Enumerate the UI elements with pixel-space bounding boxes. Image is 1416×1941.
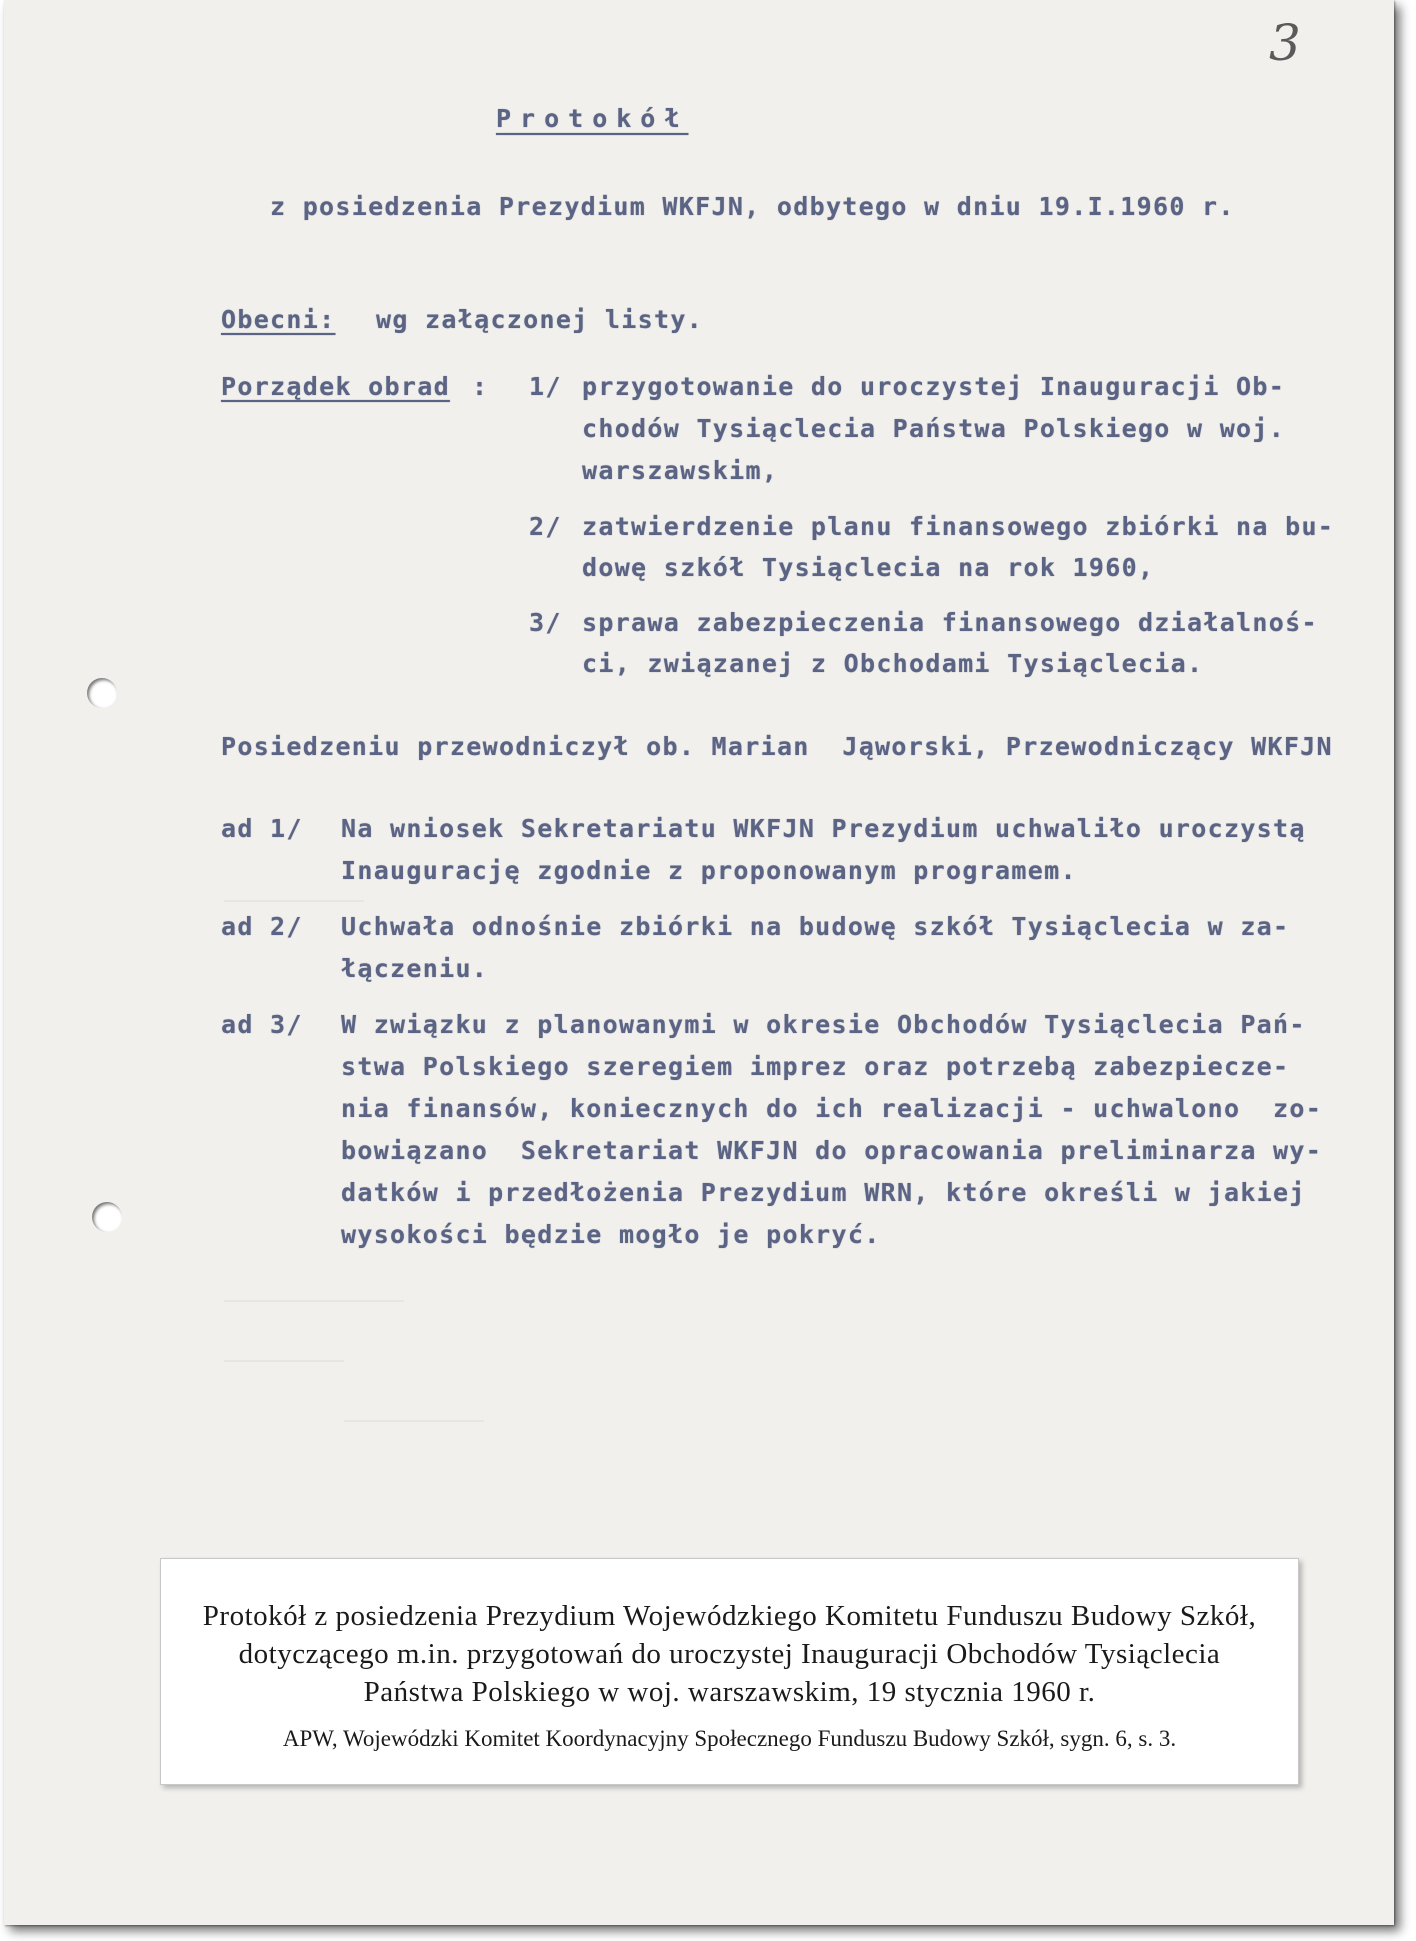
agenda-item-line: warszawskim, [582, 456, 779, 485]
show-through-mark [344, 1420, 484, 1422]
document-title: Protokół [496, 104, 689, 133]
show-through-mark [224, 900, 364, 902]
agenda-item-line: ci, związanej z Obchodami Tysiąclecia. [582, 649, 1204, 678]
caption-description: Protokół z posiedzenia Prezydium Wojewódzkiego Komitetu Funduszu Budowy Szkół, dotyczącego m.in. przygotowań do uroczystej Inauguracji Obchodów Tysiąclecia Państwa Polskiego w woj. warszawskim, 19 stycznia 1960 r. [202, 1600, 1257, 1708]
resolution-line: stwa Polskiego szeregiem imprez oraz potrzebą zabezpiecze- [341, 1052, 1290, 1081]
resolution-line: wysokości będzie mogło je pokryć. [341, 1220, 881, 1249]
show-through-mark [224, 1360, 344, 1362]
agenda-item-line: dowę szkół Tysiąclecia na rok 1960, [582, 553, 1155, 582]
resolution-line: datków i przedłożenia Prezydium WRN, które określi w jakiej [341, 1178, 1306, 1207]
resolution-line: łączeniu. [341, 954, 489, 983]
resolution-label: ad 2/ [221, 912, 303, 941]
caption-source: APW, Wojewódzki Komitet Koordynacyjny Społecznego Funduszu Budowy Szkół, sygn. 6, s. 3. [282, 1726, 1177, 1751]
resolution-line: W związku z planowanymi w okresie Obchodów Tysiąclecia Pań- [341, 1010, 1306, 1039]
agenda-colon: : [472, 372, 489, 401]
agenda-item-line: przygotowanie do uroczystej Inauguracji Ob- [582, 372, 1286, 401]
resolution-label: ad 3/ [221, 1010, 303, 1039]
document-subtitle: z posiedzenia Prezydium WKFJN, odbytego w dniu 19.I.1960 r. [270, 192, 1235, 221]
resolution-line: nia finansów, koniecznych do ich realizacji - uchwalono zo- [341, 1094, 1323, 1123]
punch-hole-bottom [92, 1202, 122, 1232]
agenda-item-line: zatwierdzenie planu finansowego zbiórki na bu- [582, 512, 1335, 541]
resolution-line: Inaugurację zgodnie z proponowanym programem. [341, 856, 1077, 885]
agenda-item-line: sprawa zabezpieczenia finansowego działalnoś- [582, 608, 1318, 637]
agenda-item-line: chodów Tysiąclecia Państwa Polskiego w woj. [582, 414, 1286, 443]
resolution-line: bowiązano Sekretariat WKFJN do opracowania preliminarza wy- [341, 1136, 1323, 1165]
caption-box [160, 1558, 1299, 1785]
resolution-line: Uchwała odnośnie zbiórki na budowę szkół Tysiąclecia w za- [341, 912, 1290, 941]
agenda-item-number: 3/ [529, 608, 562, 637]
present-text: wg załączonej listy. [376, 305, 704, 334]
agenda-label: Porządek obrad [221, 372, 450, 401]
chair-line: Posiedzeniu przewodniczył ob. Marian Jąworski, Przewodniczący WKFJN [221, 732, 1333, 761]
resolution-line: Na wniosek Sekretariatu WKFJN Prezydium uchwaliło uroczystą [341, 814, 1306, 843]
page-number: 3 [1269, 14, 1301, 72]
agenda-item-number: 2/ [529, 512, 562, 541]
show-through-mark [224, 1300, 404, 1302]
punch-hole-top [87, 678, 117, 708]
resolution-label: ad 1/ [221, 814, 303, 843]
present-label: Obecni: [221, 305, 336, 334]
agenda-item-number: 1/ [529, 372, 562, 401]
